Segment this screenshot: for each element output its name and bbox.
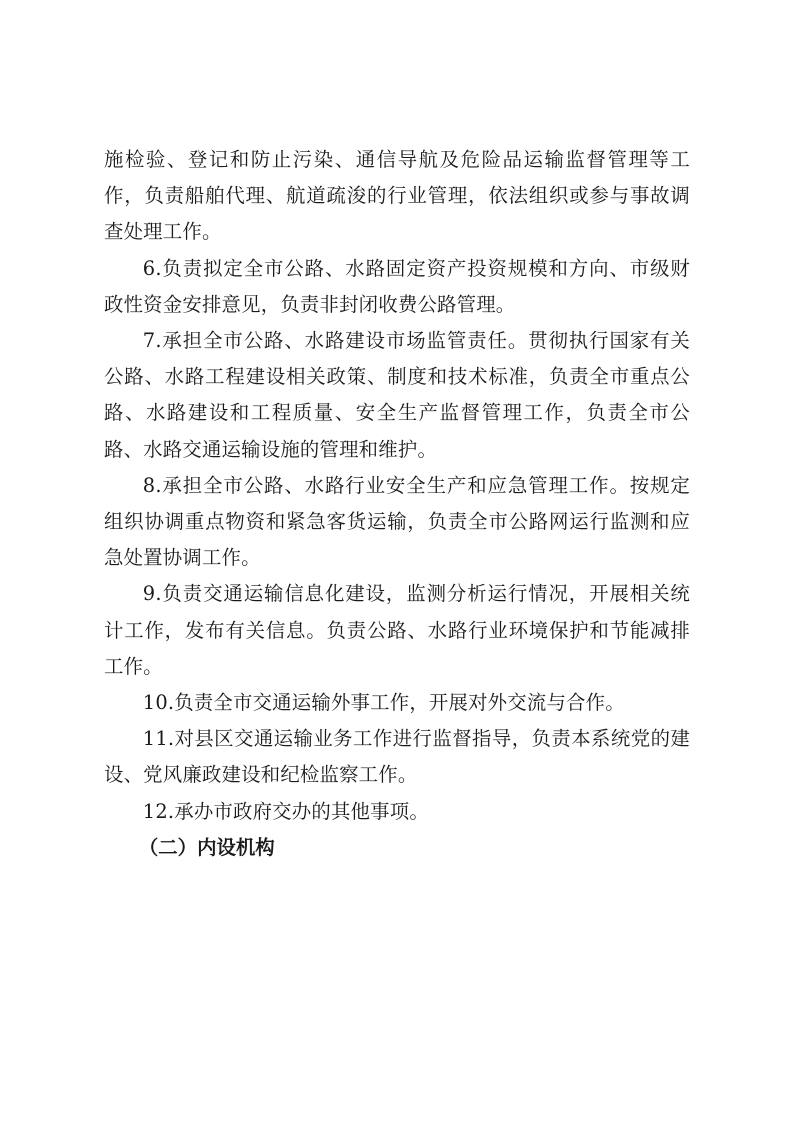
paragraph-item-9: 9.负责交通运输信息化建设，监测分析运行情况，开展相关统计工作，发布有关信息。负责公路、水路行业环境保护和节能减排工作。 xyxy=(104,582,690,678)
paragraph-item-8: 8.承担全市公路、水路行业安全生产和应急管理工作。按规定组织协调重点物资和紧急客货运输，负责全市公路网运行监测和应急处置协调工作。 xyxy=(104,473,690,570)
paragraph-continuation: 施检验、登记和防止污染、通信导航及危险品运输监督管理等工作，负责船舶代理、航道疏浚的行业管理，依法组织或参与事故调查处理工作。 xyxy=(104,148,690,244)
paragraph-item-6: 6.负责拟定全市公路、水路固定资产投资规模和方向、市级财政性资金安排意见，负责非封闭收费公路管理。 xyxy=(104,256,690,316)
paragraph-item-7: 7.承担全市公路、水路建设市场监管责任。贯彻执行国家有关公路、水路工程建设相关政策、制度和技术标准，负责全市重点公路、水路建设和工程质量、安全生产监督管理工作，负责全市公路、水路交通运输设施的管理和维护。 xyxy=(104,329,690,461)
paragraph-item-10: 10.负责全市交通运输外事工作，开展对外交流与合作。 xyxy=(142,691,625,715)
document-body xyxy=(104,142,690,866)
section-heading: （二）内设机构 xyxy=(138,835,275,859)
paragraph-item-11: 11.对县区交通运输业务工作进行监督指导，负责本系统党的建设、党风廉政建设和纪检监察工作。 xyxy=(104,727,690,787)
paragraph-item-12: 12.承办市政府交办的其他事项。 xyxy=(142,799,429,823)
